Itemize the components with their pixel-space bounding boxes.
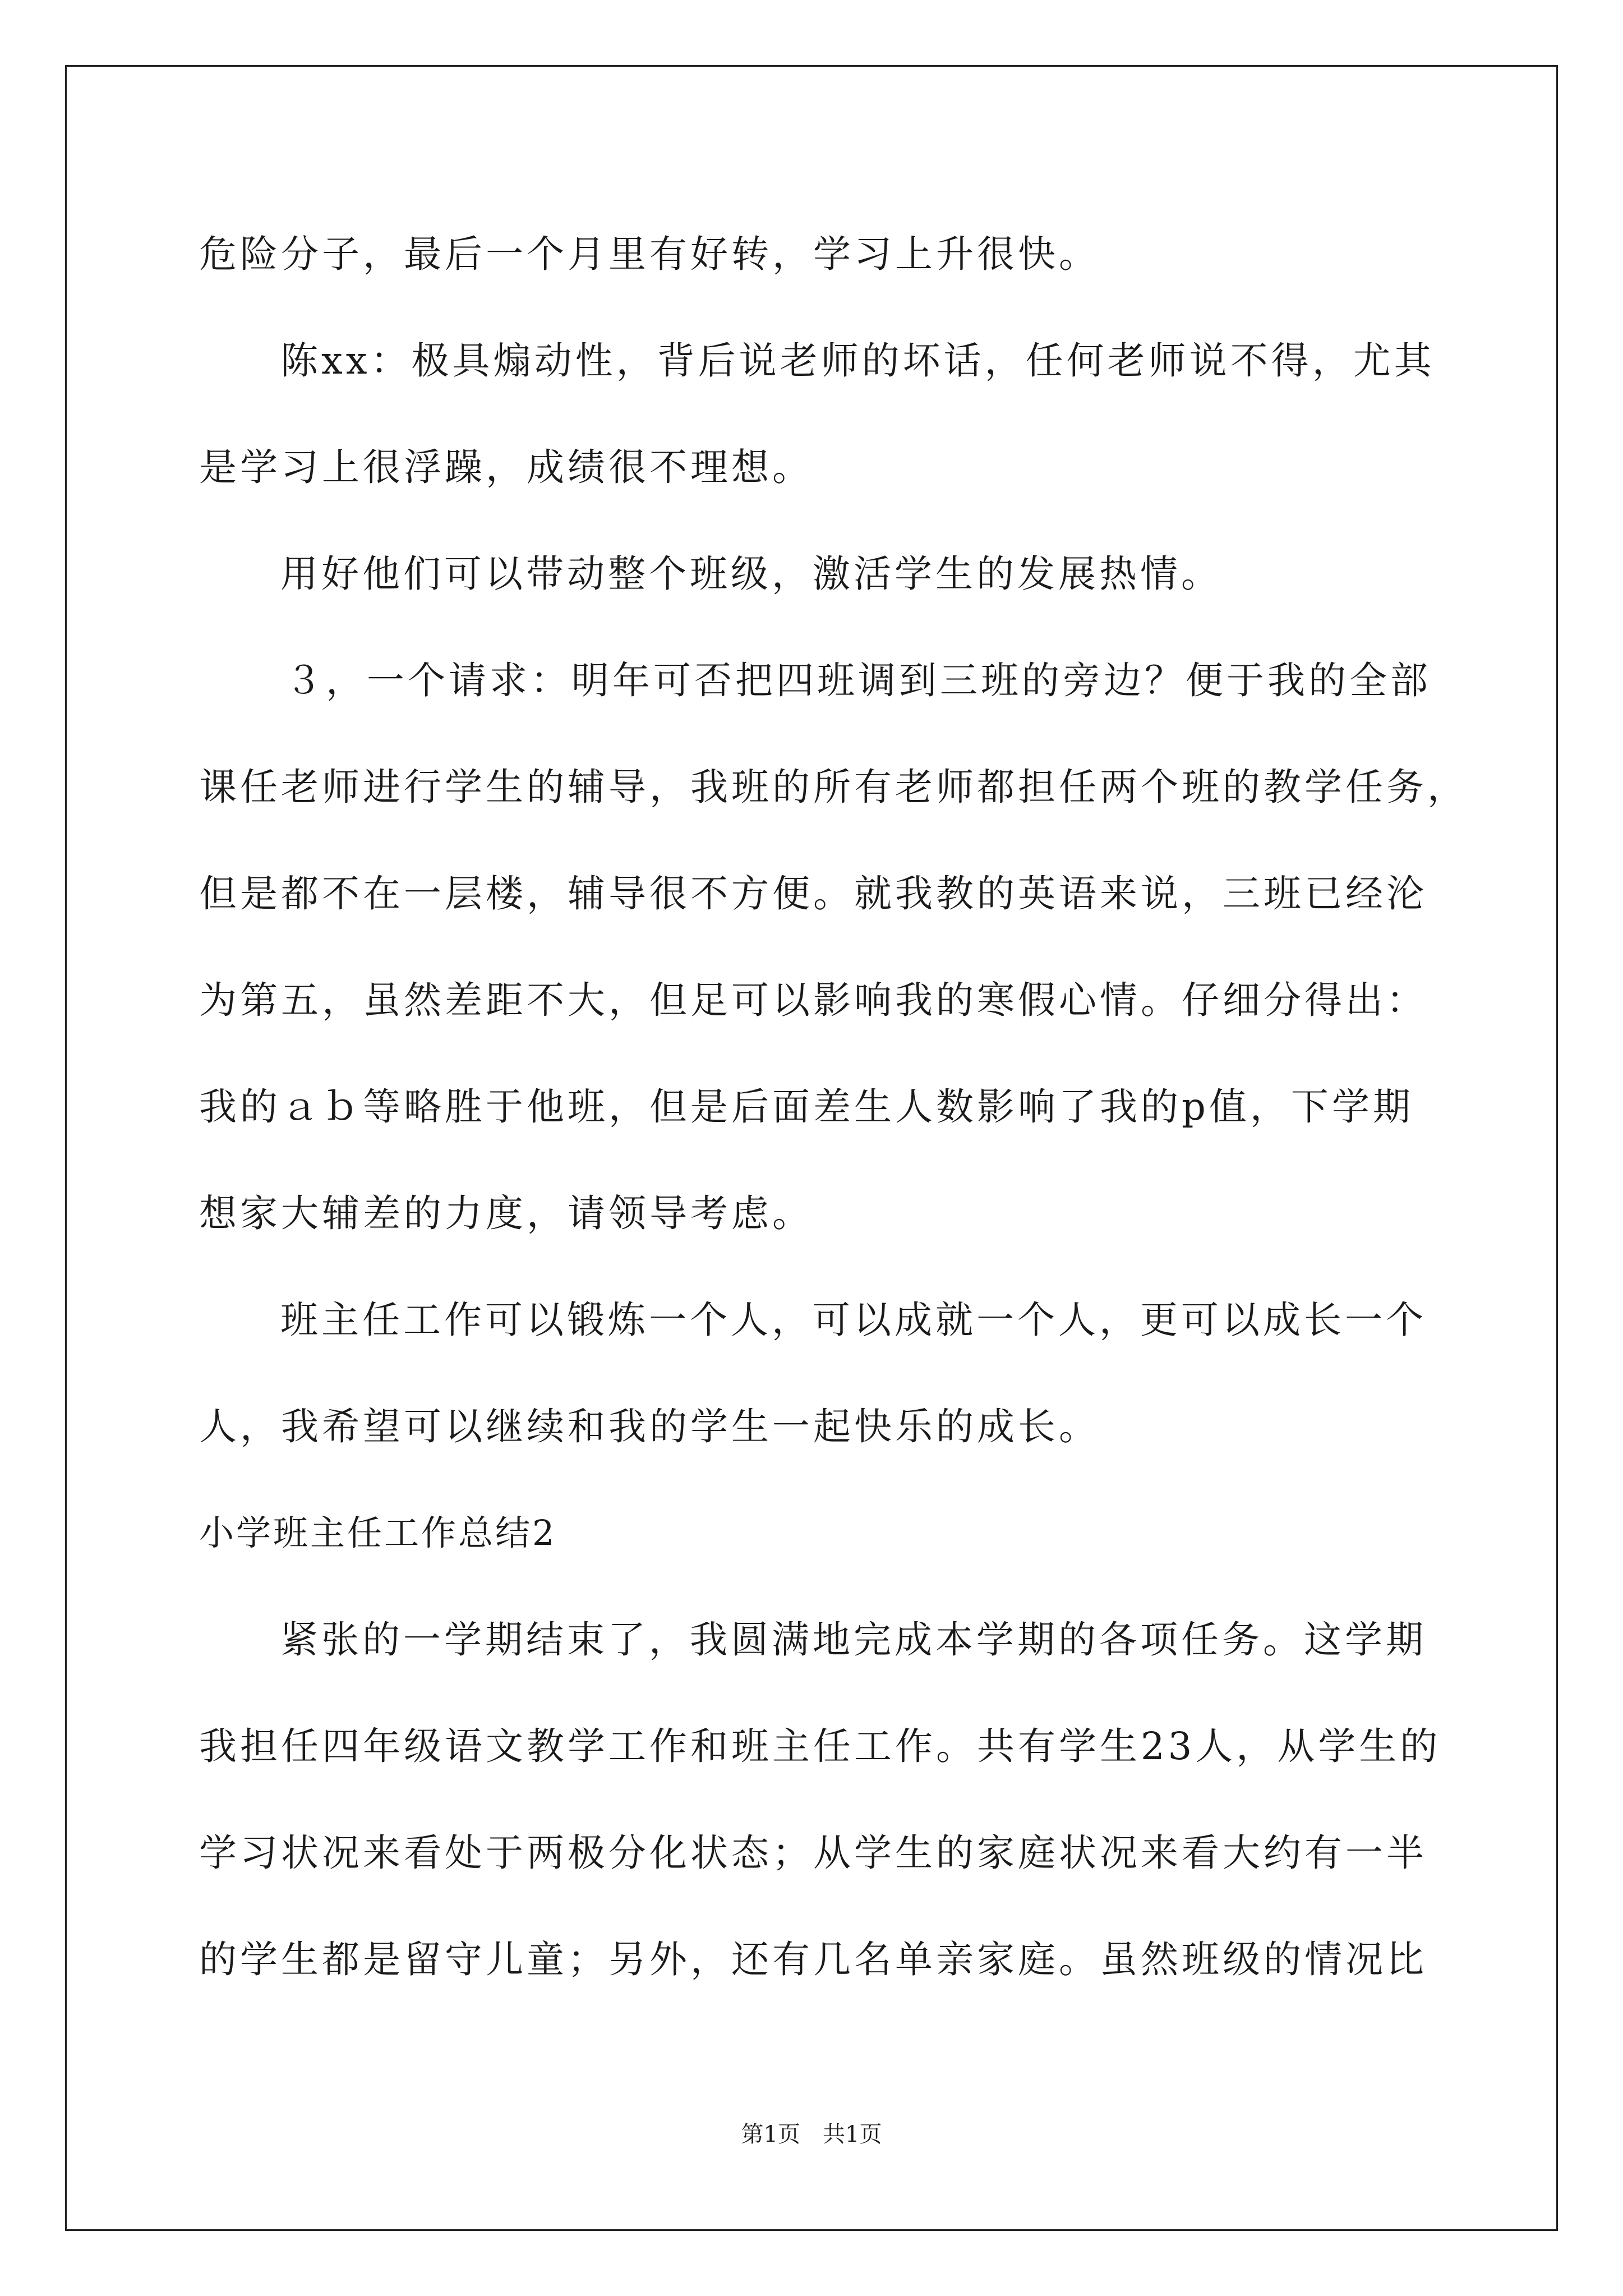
section-heading: 小学班主任工作总结2	[199, 1512, 557, 1553]
paragraph-line: 陈xx：极具煽动性，背后说老师的坏话，任何老师说不得，尤其	[280, 339, 1435, 383]
paragraph-line: 危险分子，最后一个月里有好转，学习上升很快。	[199, 232, 1100, 276]
paragraph-line: 想家大辅差的力度，请领导考虑。	[199, 1191, 813, 1235]
page-number-footer: 第1页 共1页	[741, 2122, 882, 2147]
paragraph-line: ３，一个请求：明年可否把四班调到三班的旁边？便于我的全部	[285, 659, 1431, 702]
paragraph-line: 我的ａｂ等略胜于他班，但是后面差生人数影响了我的p值，下学期	[199, 1085, 1414, 1129]
paragraph-line: 为第五，虽然差距不大，但足可以影响我的寒假心情。仔细分得出：	[199, 978, 1427, 1022]
paragraph-line: 课任老师进行学生的辅导，我班的所有老师都担任两个班的教学任务，	[199, 765, 1468, 809]
paragraph-line: 班主任工作可以锻炼一个人，可以成就一个人，更可以成长一个	[280, 1298, 1427, 1342]
page-border	[65, 65, 1558, 2231]
paragraph-line: 人，我希望可以继续和我的学生一起快乐的成长。	[199, 1405, 1100, 1448]
paragraph-line: 学习状况来看处于两极分化状态；从学生的家庭状况来看大约有一半	[199, 1831, 1427, 1875]
paragraph-line: 是学习上很浮躁，成绩很不理想。	[199, 445, 813, 489]
paragraph-line: 紧张的一学期结束了，我圆满地完成本学期的各项任务。这学期	[280, 1618, 1427, 1662]
paragraph-line: 的学生都是留守儿童；另外，还有几名单亲家庭。虽然班级的情况比	[199, 1938, 1427, 1981]
paragraph-line: 用好他们可以带动整个班级，激活学生的发展热情。	[280, 552, 1222, 596]
paragraph-line: 但是都不在一层楼，辅导很不方便。就我教的英语来说，三班已经沦	[199, 872, 1427, 915]
paragraph-line: 我担任四年级语文教学工作和班主任工作。共有学生23人，从学生的	[199, 1724, 1441, 1768]
